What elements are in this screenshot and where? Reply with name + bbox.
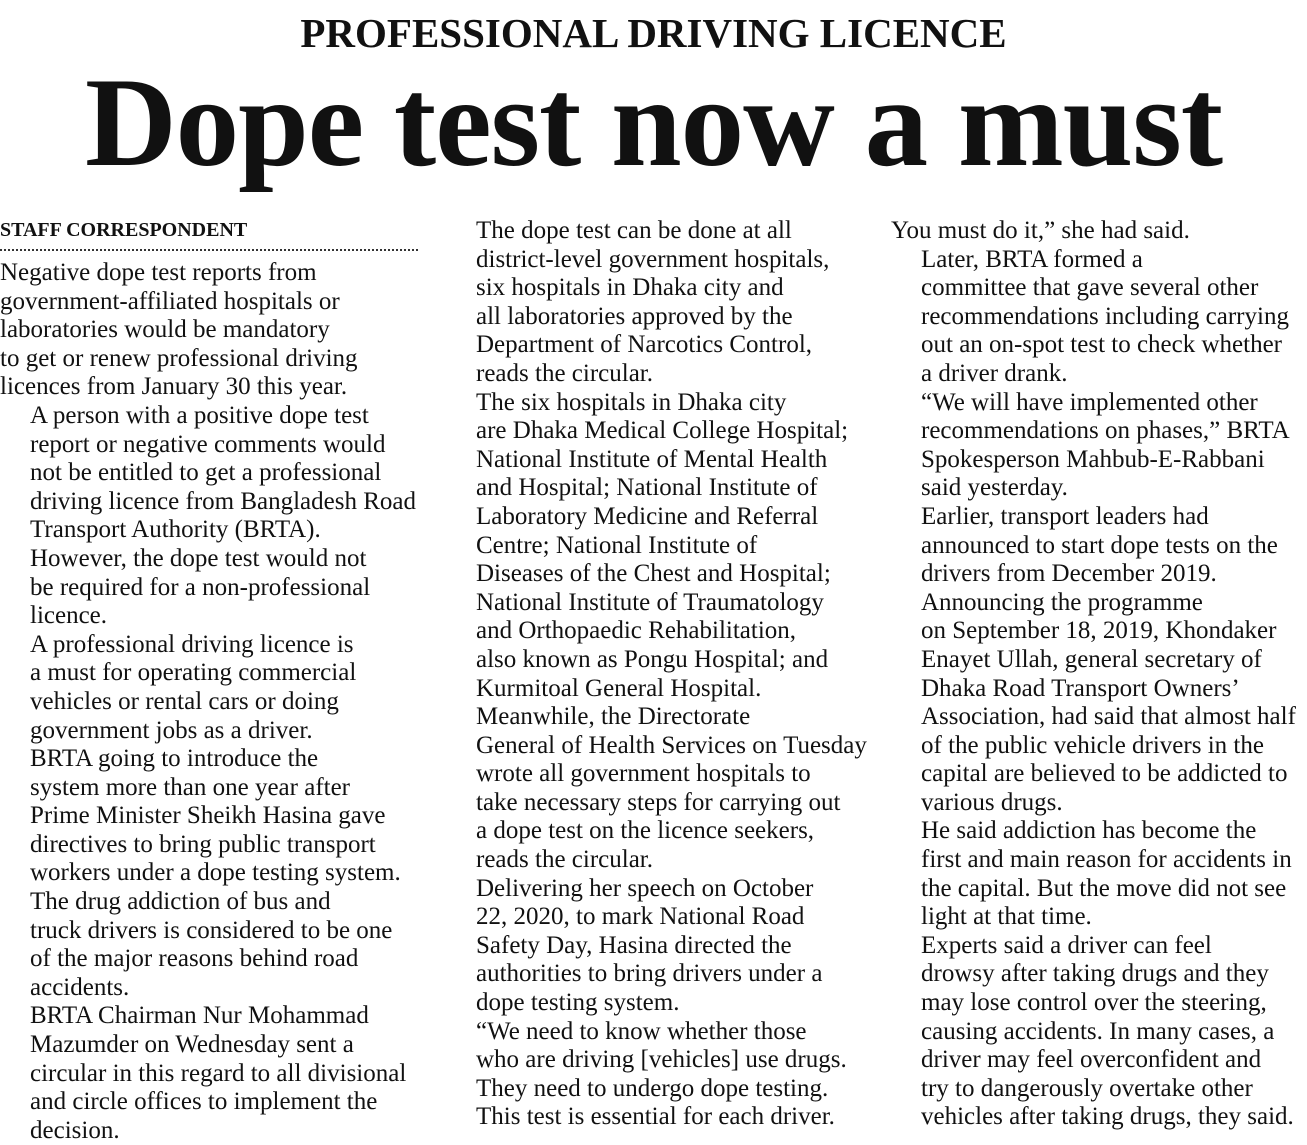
paragraph-line: Meanwhile, the Directorate — [476, 703, 751, 731]
article-paragraph — [891, 246, 1307, 389]
paragraph-line: General of Health Services on Tuesday — [476, 731, 867, 759]
paragraph-line: authorities to bring drivers under a — [476, 960, 823, 988]
paragraph-line: out an on-spot test to check whether — [921, 331, 1283, 359]
paragraph-line: National Institute of Mental Health — [476, 445, 828, 473]
paragraph-line: government-affiliated hospitals or — [0, 287, 340, 315]
article-paragraph — [446, 1018, 866, 1132]
paragraph-line: be required for a non-professional — [30, 573, 371, 601]
paragraph-line: and Hospital; National Institute of — [476, 474, 818, 502]
paragraph-line: BRTA Chairman Nur Mohammad — [30, 1002, 369, 1030]
article-paragraph — [891, 817, 1307, 931]
paragraph-line: committee that gave several other — [921, 274, 1259, 302]
article-paragraph — [0, 1002, 418, 1145]
article-paragraph — [0, 545, 418, 631]
paragraph-line: decision. — [30, 1116, 120, 1144]
paragraph-line: Association, had said that almost half — [921, 703, 1296, 731]
paragraph-line: the capital. But the move did not see — [921, 874, 1287, 902]
paragraph-line: government jobs as a driver. — [30, 716, 313, 744]
paragraph-line: Safety Day, Hasina directed the — [476, 931, 792, 959]
paragraph-line: Prime Minister Sheikh Hasina gave — [30, 802, 386, 830]
article-paragraph — [891, 589, 1307, 818]
article-paragraph — [0, 259, 418, 402]
paragraph-line: laboratories would be mandatory — [0, 316, 330, 344]
paragraph-line: Experts said a driver can feel — [921, 931, 1212, 959]
paragraph-line: The dope test can be done at all — [476, 217, 792, 244]
article-paragraph — [446, 389, 866, 704]
paragraph-line: system more than one year after — [30, 773, 351, 801]
article-paragraph — [891, 389, 1307, 503]
paragraph-line: of the public vehicle drivers in the — [921, 731, 1264, 759]
paragraph-line: Later, BRTA formed a — [921, 245, 1143, 273]
paragraph-line: to get or renew professional driving — [0, 344, 358, 372]
paragraph-line: recommendations including carrying — [921, 302, 1289, 330]
paragraph-line: Negative dope test reports from — [0, 259, 317, 286]
paragraph-line: This test is essential for each driver. — [476, 1103, 835, 1131]
article-column-1 — [0, 217, 418, 1145]
paragraph-line: licences from January 30 this year. — [0, 373, 348, 401]
paragraph-line: directives to bring public transport — [30, 830, 376, 858]
article-column-2 — [446, 217, 866, 1132]
article-byline: STAFF CORRESPONDENT — [0, 217, 418, 251]
article-paragraph — [446, 703, 866, 875]
paragraph-line: vehicles after taking drugs, they said. — [921, 1103, 1294, 1131]
paragraph-line: six hospitals in Dhaka city and — [476, 274, 784, 302]
article-paragraph — [891, 217, 1307, 246]
paragraph-line: Spokesperson Mahbub-E-Rabbani — [921, 445, 1265, 473]
paragraph-line: announced to start dope tests on the — [921, 531, 1278, 559]
paragraph-line: said yesterday. — [921, 474, 1068, 502]
paragraph-line: light at that time. — [921, 903, 1092, 931]
article-paragraph — [446, 217, 866, 389]
paragraph-line: not be entitled to get a professional — [30, 459, 382, 487]
article-paragraph — [891, 932, 1307, 1132]
paragraph-line: truck drivers is considered to be one — [30, 916, 393, 944]
paragraph-line: A person with a positive dope test — [30, 401, 369, 429]
paragraph-line: report or negative comments would — [30, 430, 386, 458]
paragraph-line: drowsy after taking drugs and they — [921, 960, 1269, 988]
paragraph-line: also known as Pongu Hospital; and — [476, 645, 829, 673]
paragraph-line: capital are believed to be addicted to — [921, 760, 1288, 788]
paragraph-line: all laboratories approved by the — [476, 302, 793, 330]
article-paragraph — [0, 402, 418, 545]
paragraph-line: Laboratory Medicine and Referral — [476, 502, 819, 530]
paragraph-line: National Institute of Traumatology — [476, 588, 824, 616]
paragraph-line: Mazumder on Wednesday sent a — [30, 1031, 354, 1059]
paragraph-line: You must do it,” she had said. — [891, 217, 1190, 244]
paragraph-line: drivers from December 2019. — [921, 560, 1217, 588]
article-column-3 — [891, 217, 1307, 1132]
paragraph-line: first and main reason for accidents in — [921, 846, 1292, 874]
paragraph-line: various drugs. — [921, 788, 1063, 816]
article-paragraph — [0, 745, 418, 888]
paragraph-line: circular in this regard to all divisional — [30, 1059, 407, 1087]
paragraph-line: However, the dope test would not — [30, 544, 367, 572]
paragraph-line: BRTA going to introduce the — [30, 745, 319, 773]
paragraph-line: causing accidents. In many cases, a — [921, 1017, 1275, 1045]
paragraph-line: Diseases of the Chest and Hospital; — [476, 560, 831, 588]
paragraph-line: driver may feel overconfident and — [921, 1046, 1262, 1074]
paragraph-line: a must for operating commercial — [30, 659, 357, 687]
paragraph-line: “We need to know whether those — [476, 1017, 807, 1045]
paragraph-line: 22, 2020, to mark National Road — [476, 903, 805, 931]
paragraph-line: accidents. — [30, 973, 130, 1001]
paragraph-line: may lose control over the steering, — [921, 989, 1267, 1017]
paragraph-line: Centre; National Institute of — [476, 531, 758, 559]
paragraph-line: Kurmitoal General Hospital. — [476, 674, 762, 702]
paragraph-line: “We will have implemented other — [921, 388, 1258, 416]
paragraph-line: a driver drank. — [921, 359, 1068, 387]
paragraph-line: who are driving [vehicles] use drugs. — [476, 1046, 847, 1074]
paragraph-line: A professional driving licence is — [30, 630, 354, 658]
paragraph-line: wrote all government hospitals to — [476, 760, 811, 788]
paragraph-line: district-level government hospitals, — [476, 245, 830, 273]
article-paragraph — [446, 875, 866, 1018]
paragraph-line: a dope test on the licence seekers, — [476, 817, 815, 845]
paragraph-line: licence. — [30, 602, 108, 630]
paragraph-line: He said addiction has become the — [921, 817, 1257, 845]
article-paragraph — [0, 888, 418, 1002]
paragraph-line: Earlier, transport leaders had — [921, 502, 1209, 530]
paragraph-line: driving licence from Bangladesh Road — [30, 487, 416, 515]
paragraph-line: vehicles or rental cars or doing — [30, 687, 339, 715]
paragraph-line: reads the circular. — [476, 846, 653, 874]
paragraph-line: Delivering her speech on October — [476, 874, 814, 902]
paragraph-line: try to dangerously overtake other — [921, 1074, 1253, 1102]
article-kicker: PROFESSIONAL DRIVING LICENCE — [300, 10, 1007, 56]
paragraph-line: recommendations on phases,” BRTA — [921, 417, 1290, 445]
paragraph-line: They need to undergo dope testing. — [476, 1074, 829, 1102]
paragraph-line: workers under a dope testing system. — [30, 859, 401, 887]
paragraph-line: Department of Narcotics Control, — [476, 331, 813, 359]
paragraph-line: reads the circular. — [476, 359, 653, 387]
paragraph-line: on September 18, 2019, Khondaker — [921, 617, 1277, 645]
article-paragraph — [0, 631, 418, 745]
paragraph-line: Dhaka Road Transport Owners’ — [921, 674, 1240, 702]
paragraph-line: and circle offices to implement the — [30, 1088, 378, 1116]
paragraph-line: take necessary steps for carrying out — [476, 788, 841, 816]
paragraph-line: and Orthopaedic Rehabilitation, — [476, 617, 797, 645]
paragraph-line: of the major reasons behind road — [30, 945, 359, 973]
paragraph-line: are Dhaka Medical College Hospital; — [476, 417, 849, 445]
paragraph-line: The six hospitals in Dhaka city — [476, 388, 787, 416]
article-headline: Dope test now a must — [84, 53, 1223, 193]
article-paragraph — [891, 503, 1307, 589]
paragraph-line: dope testing system. — [476, 989, 680, 1017]
paragraph-line: The drug addiction of bus and — [30, 888, 331, 916]
paragraph-line: Announcing the programme — [921, 588, 1203, 616]
paragraph-line: Enayet Ullah, general secretary of — [921, 645, 1262, 673]
paragraph-line: Transport Authority (BRTA). — [30, 516, 321, 544]
